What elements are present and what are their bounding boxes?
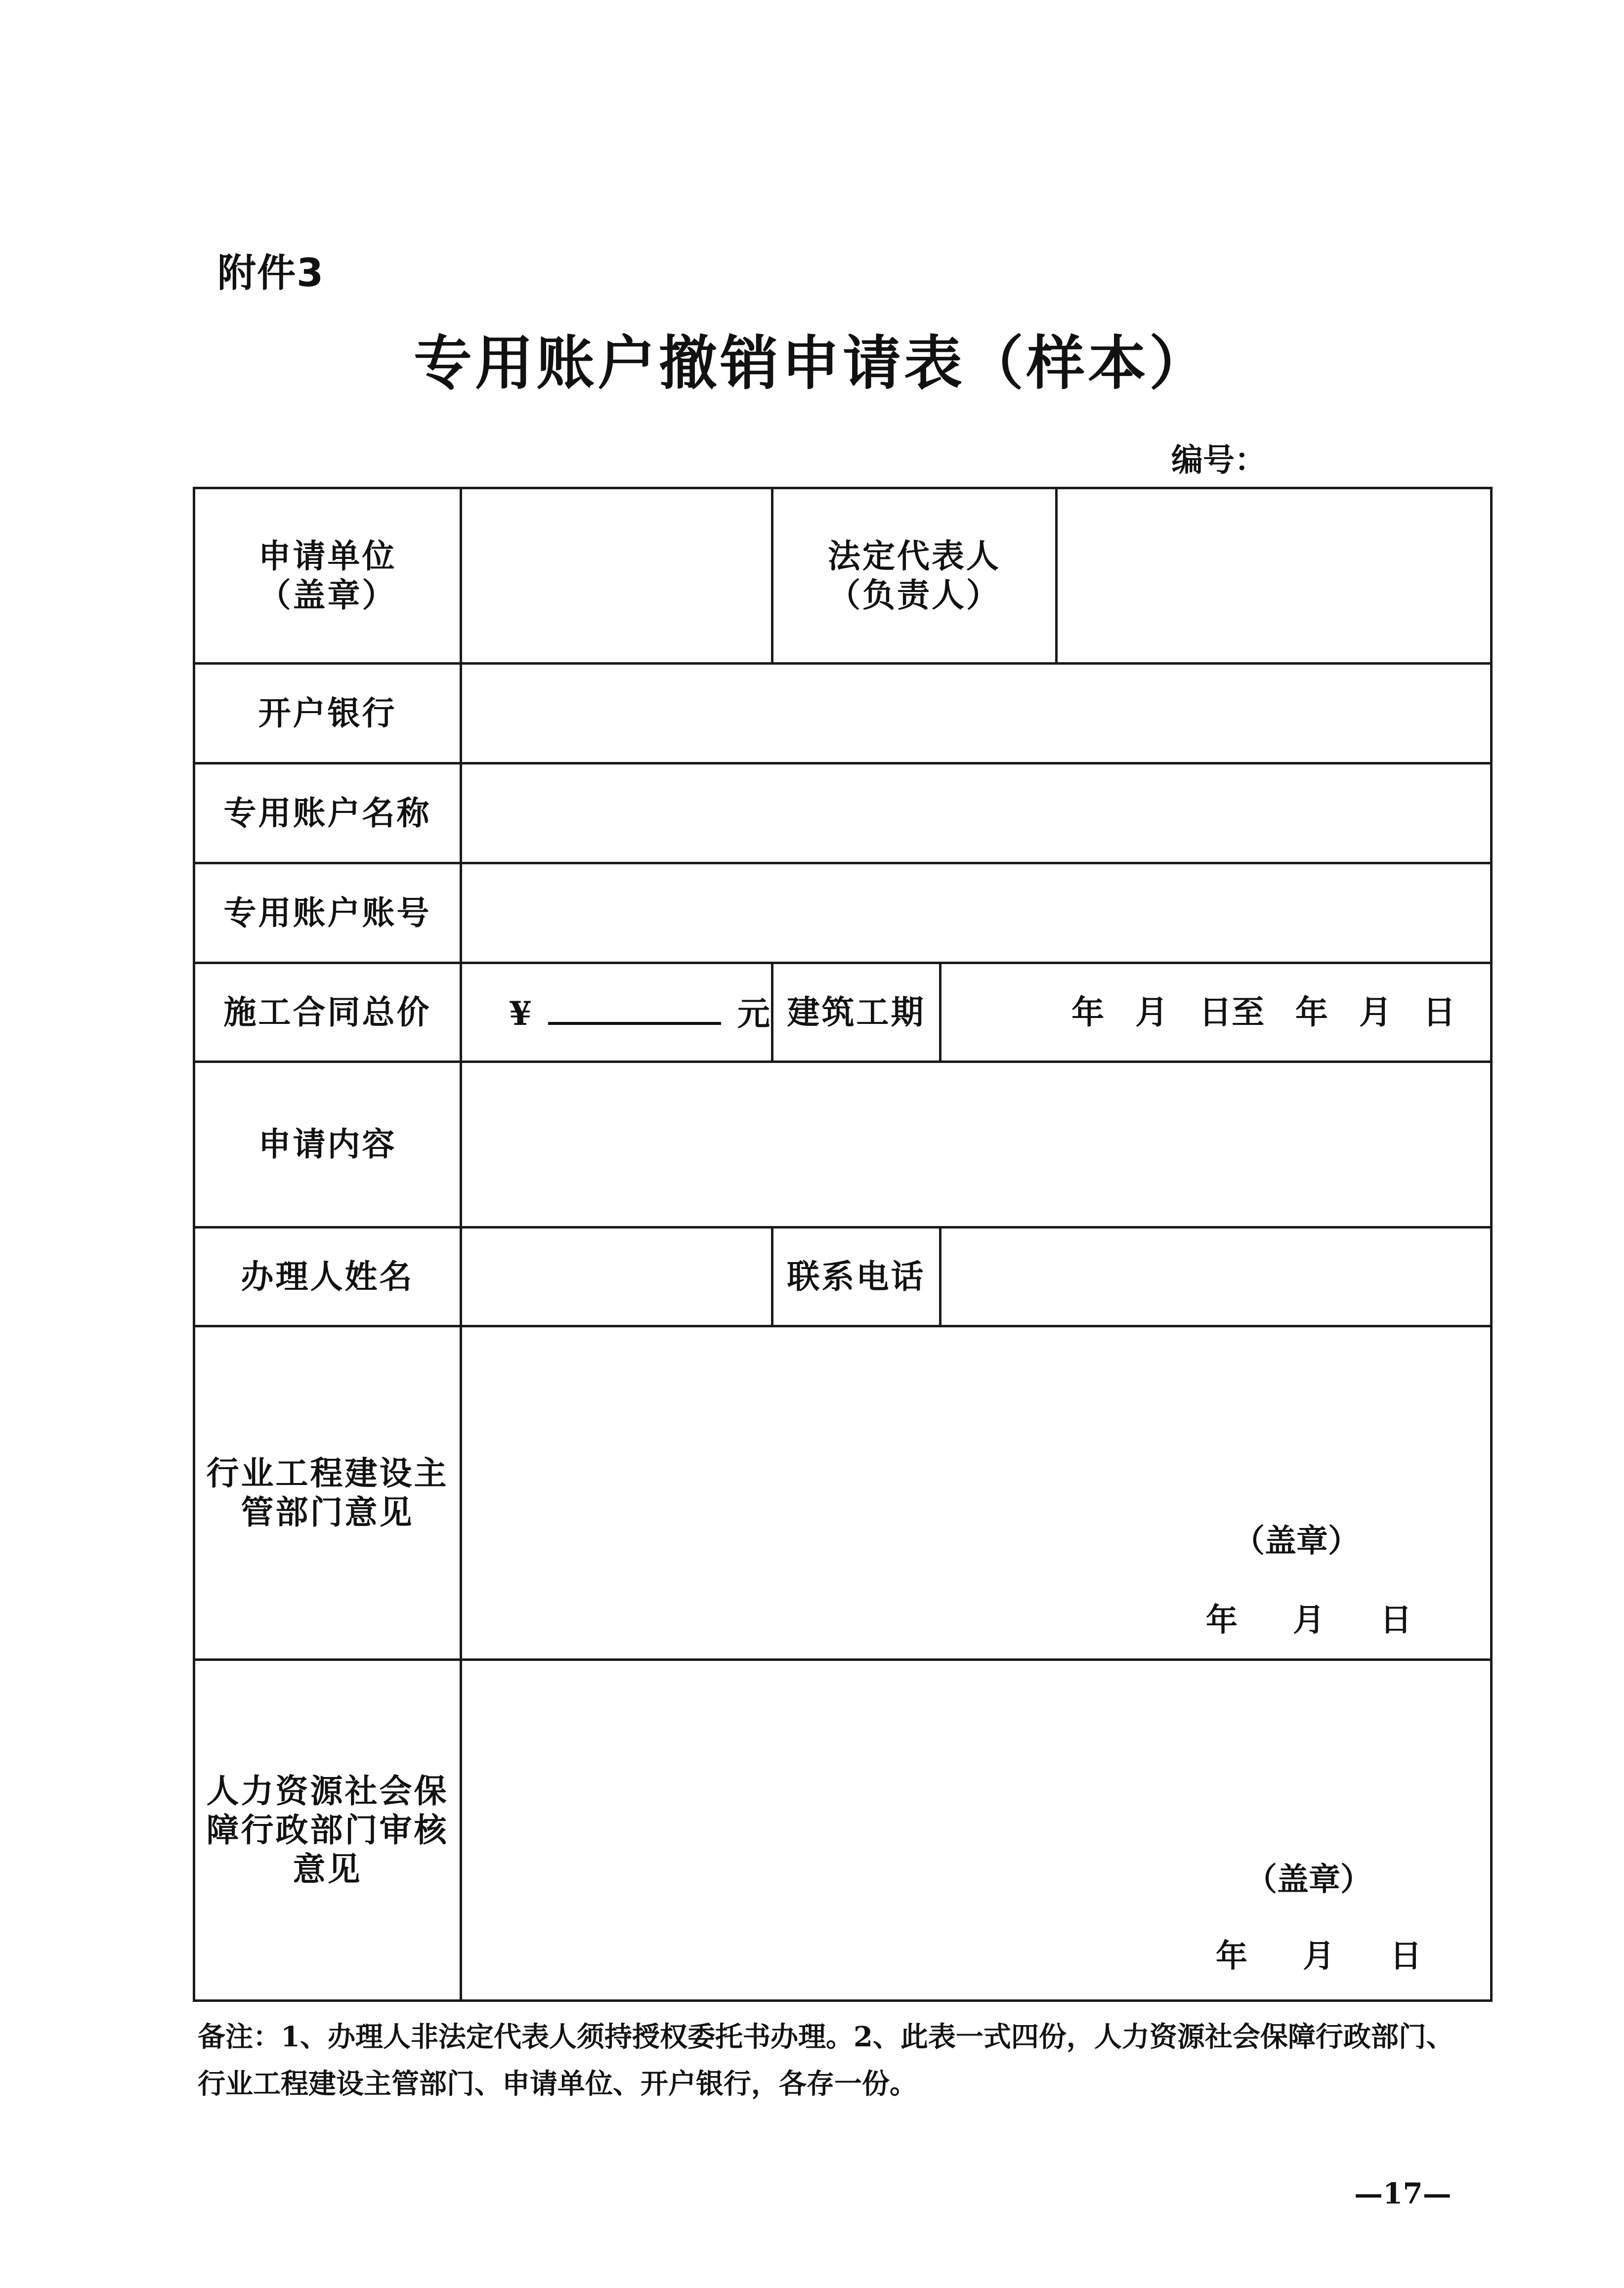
industry-seal-text: （盖章）	[1233, 1523, 1360, 1560]
opening-bank-field[interactable]	[461, 664, 1492, 763]
row-applicant	[194, 488, 1492, 664]
handler-name-label: 办理人姓名	[194, 1228, 461, 1326]
construction-period-label: 建筑工期	[772, 963, 940, 1062]
row-application-content	[194, 1062, 1492, 1228]
applicant-unit-field[interactable]	[461, 488, 772, 664]
currency-unit: 元	[737, 994, 770, 1033]
hr-opinion-field[interactable]	[461, 1660, 1492, 2001]
account-number-label: 专用账户账号	[194, 863, 461, 963]
row-handler	[194, 1228, 1492, 1326]
attachment-label: 附件3	[217, 251, 325, 296]
construction-period-field[interactable]: 年 月 日至 年 月 日	[940, 963, 1492, 1062]
hr-dept-line3: 意见	[293, 1850, 362, 1889]
currency-symbol: ¥	[509, 994, 532, 1033]
industry-opinion-field[interactable]	[461, 1326, 1492, 1660]
industry-dept-line1: 行业工程建设主	[206, 1453, 449, 1492]
row-opening-bank	[194, 664, 1492, 763]
remarks	[198, 2014, 1502, 2108]
contact-phone-label: 联系电话	[772, 1228, 940, 1326]
industry-dept-line2: 管部门意见	[241, 1493, 414, 1531]
account-number-field[interactable]	[461, 863, 1492, 963]
row-hr-opinion	[194, 1660, 1492, 2001]
industry-dept-label	[194, 1326, 461, 1660]
row-contract	[194, 963, 1492, 1062]
row-account-number	[194, 863, 1492, 963]
hr-dept-line2: 障行政部门审核	[206, 1810, 449, 1849]
account-name-field[interactable]	[461, 763, 1492, 863]
contract-price-field[interactable]	[461, 963, 772, 1062]
contact-phone-field[interactable]	[940, 1228, 1492, 1326]
row-industry-opinion	[194, 1326, 1492, 1660]
hr-seal-text: （盖章）	[1245, 1861, 1372, 1898]
hr-dept-line1: 人力资源社会保	[206, 1771, 449, 1810]
application-form	[193, 487, 1493, 2002]
applicant-unit-label	[194, 488, 461, 664]
serial-number-label: 编号：	[1171, 442, 1266, 479]
account-name-label: 专用账户名称	[194, 763, 461, 863]
contract-price-label: 施工合同总价	[194, 963, 461, 1062]
remarks-line-1: 备注：1、办理人非法定代表人须持授权委托书办理。2、此表一式四份，人力资源社会保障行政部门、	[198, 2021, 1454, 2053]
legal-rep-label	[772, 488, 1057, 664]
remarks-line-2: 行业工程建设主管部门、申请单位、开户银行，各存一份。	[198, 2068, 917, 2100]
opening-bank-label: 开户银行	[194, 664, 461, 763]
legal-rep-sub-text: （负责人）	[828, 576, 1001, 614]
application-content-field[interactable]	[461, 1062, 1492, 1228]
industry-date-text: 年 月 日	[1206, 1602, 1412, 1639]
form-title: 专用账户撤销申请表（样本）	[413, 329, 1210, 397]
hr-dept-label	[194, 1660, 461, 2001]
page-number: —17—	[1354, 2177, 1452, 2210]
applicant-unit-text: 申请单位	[258, 536, 397, 575]
hr-date-text: 年 月 日	[1216, 1938, 1422, 1975]
applicant-seal-text: （盖章）	[258, 576, 397, 614]
handler-name-field[interactable]	[461, 1228, 772, 1326]
row-account-name	[194, 763, 1492, 863]
legal-rep-text: 法定代表人	[828, 536, 1001, 575]
legal-rep-field[interactable]	[1057, 488, 1492, 664]
application-content-label: 申请内容	[194, 1062, 461, 1228]
amount-underline	[548, 1002, 721, 1025]
